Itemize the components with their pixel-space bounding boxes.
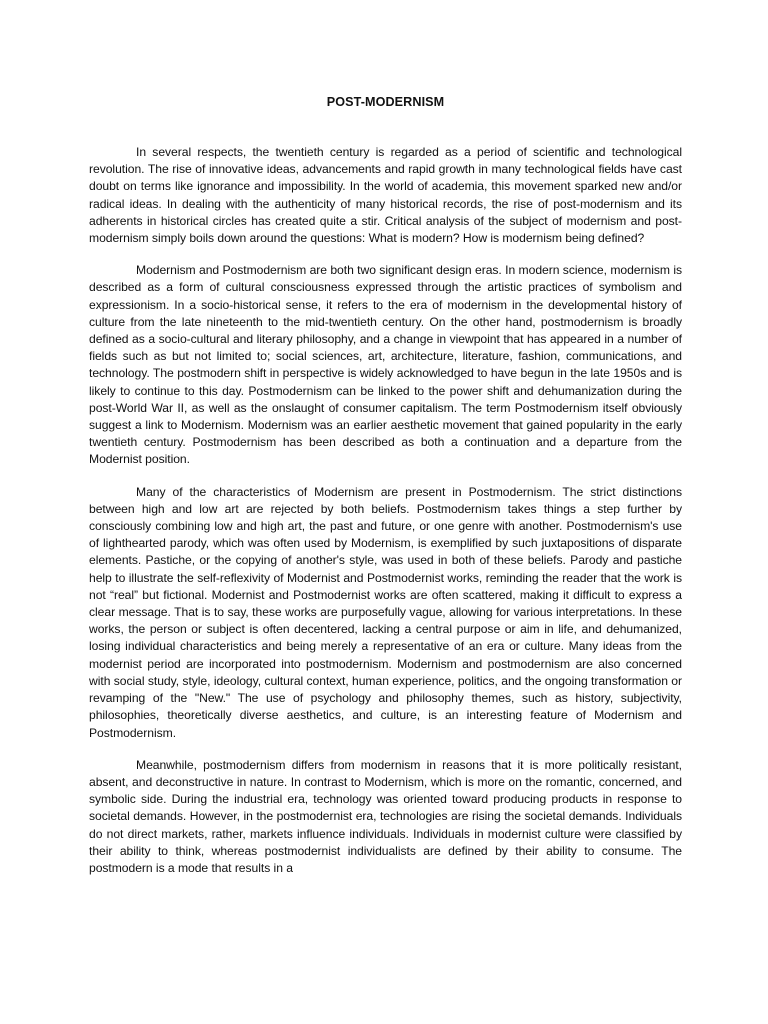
paragraph-1: In several respects, the twentieth century is regarded as a period of scientific and technological revolution. The rise of innovative ideas, advancements and rapid growth in many technological fields have cast doubt on terms like ignorance and impossibility. In the world of academia, this movement sparked new and/or radical ideas. In dealing with the authenticity of many historical records, the rise of post-modernism and its adherents in historical circles has created quite a stir. Critical analysis of the subject of modernism and post-modernism simply boils down around the questions: What is modern? How is modernism being defined?: [89, 145, 682, 246]
paragraph-3: Many of the characteristics of Modernism are present in Postmodernism. The strict distinctions between high and low art are rejected by both beliefs. Postmodernism takes things a step further by consciously combining low and high art, the past and future, or one genre with another. Postmodernism's use of lighthearted parody, which was often used by Modernism, is exemplified by such juxtapositions of disparate elements. Pastiche, or the copying of another's style, was used in both of these beliefs. Parody and pastiche help to illustrate the self-reflexivity of Modernist and Postmodernist works, reminding the reader that the work is not “real” but fictional. Modernist and Postmodernist works are often scattered, making it difficult to express a clear message. That is to say, these works are purposefully vague, allowing for various interpretations. In these works, the person or subject is often decentered, lacking a central purpose or aim in life, and dehumanized, losing individual characteristics and being merely a representative of an era or culture. Many ideas from the modernist period are incorporated into postmodernism. Modernism and postmodernism are also concerned with social study, style, ideology, cultural context, human experience, politics, and the ongoing transformation or revamping of the "New." The use of psychology and philosophy themes, such as history, subjectivity, philosophies, theoretically diverse aesthetics, and culture, is an interesting feature of Modernism and Postmodernism.: [89, 484, 682, 740]
document-title: POST-MODERNISM: [326, 95, 445, 109]
paragraph-4: Meanwhile, postmodernism differs from modernism in reasons that it is more politically resistant, absent, and deconstructive in nature. In contrast to Modernism, which is more on the romantic, concerned, and symbolic side. During the industrial era, technology was oriented toward producing products in response to societal demands. However, in the postmodernist era, technologies are rising the societal demands. Individuals do not direct markets, rather, markets influence individuals. Individuals in modernist culture were classified by their ability to think, whereas postmodernist individualists are defined by their ability to consume. The postmodern is a mode that results in a: [89, 757, 682, 875]
document-body: [89, 144, 682, 877]
paragraph-2: Modernism and Postmodernism are both two significant design eras. In modern science, modernism is described as a form of cultural consciousness expressed through the artistic practices of symbolism and expressionism. In a socio-historical sense, it refers to the era of modernism in the developmental history of culture from the late nineteenth to the mid-twentieth century. On the other hand, postmodernism is broadly defined as a socio-cultural and literary philosophy, and a change in viewpoint that has appeared in a number of fields such as but not limited to; social sciences, art, architecture, literature, fashion, communications, and technology. The postmodern shift in perspective is widely acknowledged to have begun in the late 1950s and is likely to continue to this day. Postmodernism can be linked to the power shift and dehumanization during the post-World War II, as well as the onslaught of consumer capitalism. The term Postmodernism itself obviously suggest a link to Modernism. Modernism was an earlier aesthetic movement that gained popularity in the early twentieth century. Postmodernism has been described as both a continuation and a departure from the Modernist position.: [89, 263, 682, 467]
